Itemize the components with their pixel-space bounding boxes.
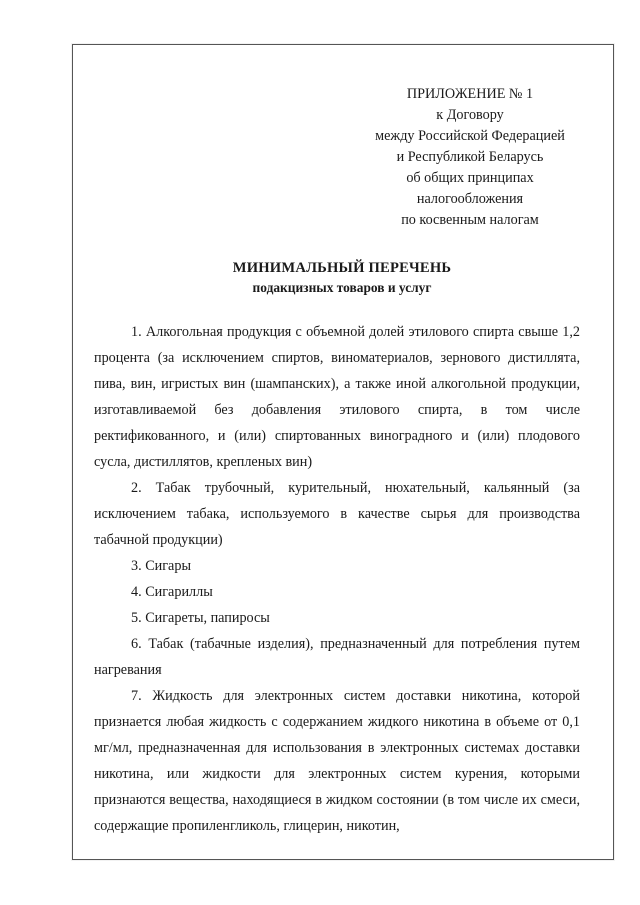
list-item: 2. Табак трубочный, курительный, нюхательный, кальянный (за исключением табака, используемого в качестве сырья для производства табачной продукции) xyxy=(94,480,580,548)
title-subtitle: подакцизных товаров и услуг xyxy=(252,280,432,295)
title-main: МИНИМАЛЬНЫЙ ПЕРЕЧЕНЬ xyxy=(232,260,452,276)
appendix-line: налогообложения xyxy=(416,191,524,207)
appendix-line: об общих принципах xyxy=(406,170,534,186)
list-item: 5. Сигареты, папиросы xyxy=(131,610,270,626)
list-item: 4. Сигариллы xyxy=(131,584,213,600)
appendix-line: к Договору xyxy=(436,107,504,123)
appendix-line: и Республикой Беларусь xyxy=(396,149,544,165)
list-item: 3. Сигары xyxy=(131,558,191,574)
appendix-line: по косвенным налогам xyxy=(401,212,539,228)
appendix-header xyxy=(330,84,610,231)
appendix-line: между Российской Федерацией xyxy=(375,128,565,144)
excise-goods-list xyxy=(94,319,580,839)
appendix-line: ПРИЛОЖЕНИЕ № 1 xyxy=(406,86,534,102)
list-item: 6. Табак (табачные изделия), предназначенный для потребления путем нагревания xyxy=(94,636,580,678)
list-item: 1. Алкогольная продукция с объемной долей этилового спирта свыше 1,2 процента (за исключением спиртов, виноматериалов, зернового дистиллята, пива, вин, игристых вин (шампанских), а также иной алкогольной продукции, изготавливаемой без добавления этилового спирта, в том числе ректификованного, и (или) спиртованных виноградного и (или) плодового сусла, дистиллятов, крепленых вин) xyxy=(94,324,580,470)
list-item: 7. Жидкость для электронных систем доставки никотина, которой признается любая жидкость с содержанием жидкого никотина в объеме от 0,1 мг/мл, предназначенная для использования в электронных системах доставки никотина, или жидкости для электронных систем курения, которыми признаются вещества, находящиеся в жидком состоянии (в том числе их смеси, содержащие пропиленгликоль, глицерин, никотин, xyxy=(94,688,580,834)
document-title xyxy=(72,258,612,298)
